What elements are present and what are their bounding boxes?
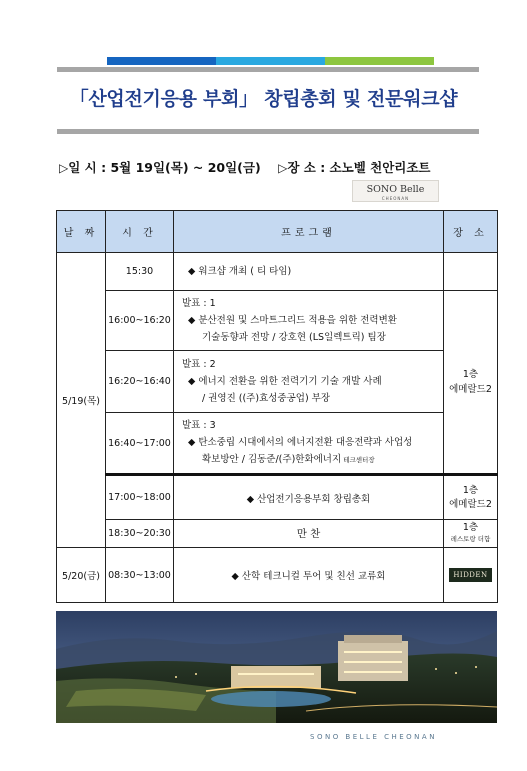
talk-title: ◆ 에너지 전환을 위한 전력기기 기술 개발 사례 bbox=[188, 376, 382, 387]
talk-speaker: / 권영진 ((주)효성중공업) 부장 bbox=[202, 393, 331, 404]
header-program: 프로그램 bbox=[174, 211, 444, 253]
table-row bbox=[57, 475, 498, 520]
row-time: 18:30~20:30 bbox=[106, 520, 174, 548]
venue-logo-sub: CHEONAN bbox=[381, 196, 410, 201]
talk-title: ◆ 탄소중립 시대에서의 에너지전환 대응전략과 사업성 bbox=[188, 437, 413, 448]
schedule-table bbox=[56, 210, 498, 603]
place-marker-icon: ▷ bbox=[278, 161, 288, 175]
color-bar-cyan bbox=[216, 57, 325, 65]
table-row bbox=[57, 520, 498, 548]
top-rule bbox=[57, 67, 479, 72]
row-place bbox=[444, 291, 498, 475]
event-place: 장 소 : 소노벨 천안리조트 bbox=[287, 160, 431, 175]
photo-caption: SONO BELLE CHEONAN bbox=[310, 733, 437, 741]
row-program: ◆ 워크샵 개최 ( 티 타임) bbox=[174, 253, 444, 291]
row-program: ◆ 산업전기응용부회 창립총회 bbox=[174, 475, 444, 520]
talk-number: 발표 : 3 bbox=[182, 420, 216, 431]
hidden-logo: HIDDEN bbox=[449, 568, 491, 582]
talk-number: 발표 : 1 bbox=[182, 298, 216, 309]
table-row bbox=[57, 413, 498, 475]
table-row bbox=[57, 548, 498, 603]
talk-speaker: 기술동향과 전망 / 강호현 (LS일렉트릭) 팀장 bbox=[202, 332, 386, 343]
venue-logo-name: SONO Belle bbox=[366, 184, 425, 195]
place-room: 에메랄드2 bbox=[449, 384, 492, 395]
row-program: 만 찬 bbox=[174, 520, 444, 548]
place-floor: 1층 bbox=[462, 484, 479, 496]
resort-night-scene bbox=[56, 611, 497, 723]
date-marker-icon: ▷ bbox=[59, 161, 69, 175]
row-time: 16:40~17:00 bbox=[106, 413, 174, 475]
header-time: 시 간 bbox=[106, 211, 174, 253]
event-info-line bbox=[59, 158, 431, 176]
row-program: ◆ 산학 테크니컬 투어 및 친선 교류회 bbox=[174, 548, 444, 603]
table-row bbox=[57, 253, 498, 291]
talk-speaker: 확보방안 / 김동준/(주)한화에너지 테크센터장 bbox=[202, 454, 375, 465]
place-floor: 1층 bbox=[462, 369, 479, 380]
table-row bbox=[57, 351, 498, 413]
header-place: 장 소 bbox=[444, 211, 498, 253]
table-row bbox=[57, 291, 498, 351]
row-time: 16:00~16:20 bbox=[106, 291, 174, 351]
row-program bbox=[174, 291, 444, 351]
talk-title: ◆ 분산전원 및 스마트그리드 적용을 위한 전력변환 bbox=[188, 315, 397, 326]
venue-logo bbox=[352, 180, 439, 202]
row-place bbox=[444, 520, 498, 548]
row-program bbox=[174, 351, 444, 413]
header-color-bar bbox=[107, 57, 434, 65]
row-program bbox=[174, 413, 444, 475]
place-floor: 1층 bbox=[462, 522, 479, 533]
title-rule bbox=[57, 129, 479, 134]
row-place bbox=[444, 475, 498, 520]
page-title: 「산업전기응용 부회」 창립총회 및 전문워크샵 bbox=[69, 88, 458, 110]
row-time: 17:00~18:00 bbox=[106, 475, 174, 520]
row-place-empty bbox=[444, 253, 498, 291]
event-date: 일 시 : 5월 19일(목) ~ 20일(금) bbox=[68, 160, 261, 175]
row-time: 15:30 bbox=[106, 253, 174, 291]
place-room: 에메랄드2 bbox=[449, 498, 492, 510]
row-time: 08:30~13:00 bbox=[106, 548, 174, 603]
row-time: 16:20~16:40 bbox=[106, 351, 174, 413]
color-bar-blue bbox=[107, 57, 216, 65]
table-header-row bbox=[57, 211, 498, 253]
color-bar-green bbox=[325, 57, 434, 65]
talk-number: 발표 : 2 bbox=[182, 359, 216, 370]
resort-photo bbox=[56, 611, 497, 723]
header-date: 날 짜 bbox=[57, 211, 106, 253]
day1-date: 5/19(목) bbox=[57, 253, 106, 548]
day2-date: 5/20(금) bbox=[57, 548, 106, 603]
row-place bbox=[444, 548, 498, 603]
place-room: 레스토랑 더함 bbox=[450, 535, 491, 543]
